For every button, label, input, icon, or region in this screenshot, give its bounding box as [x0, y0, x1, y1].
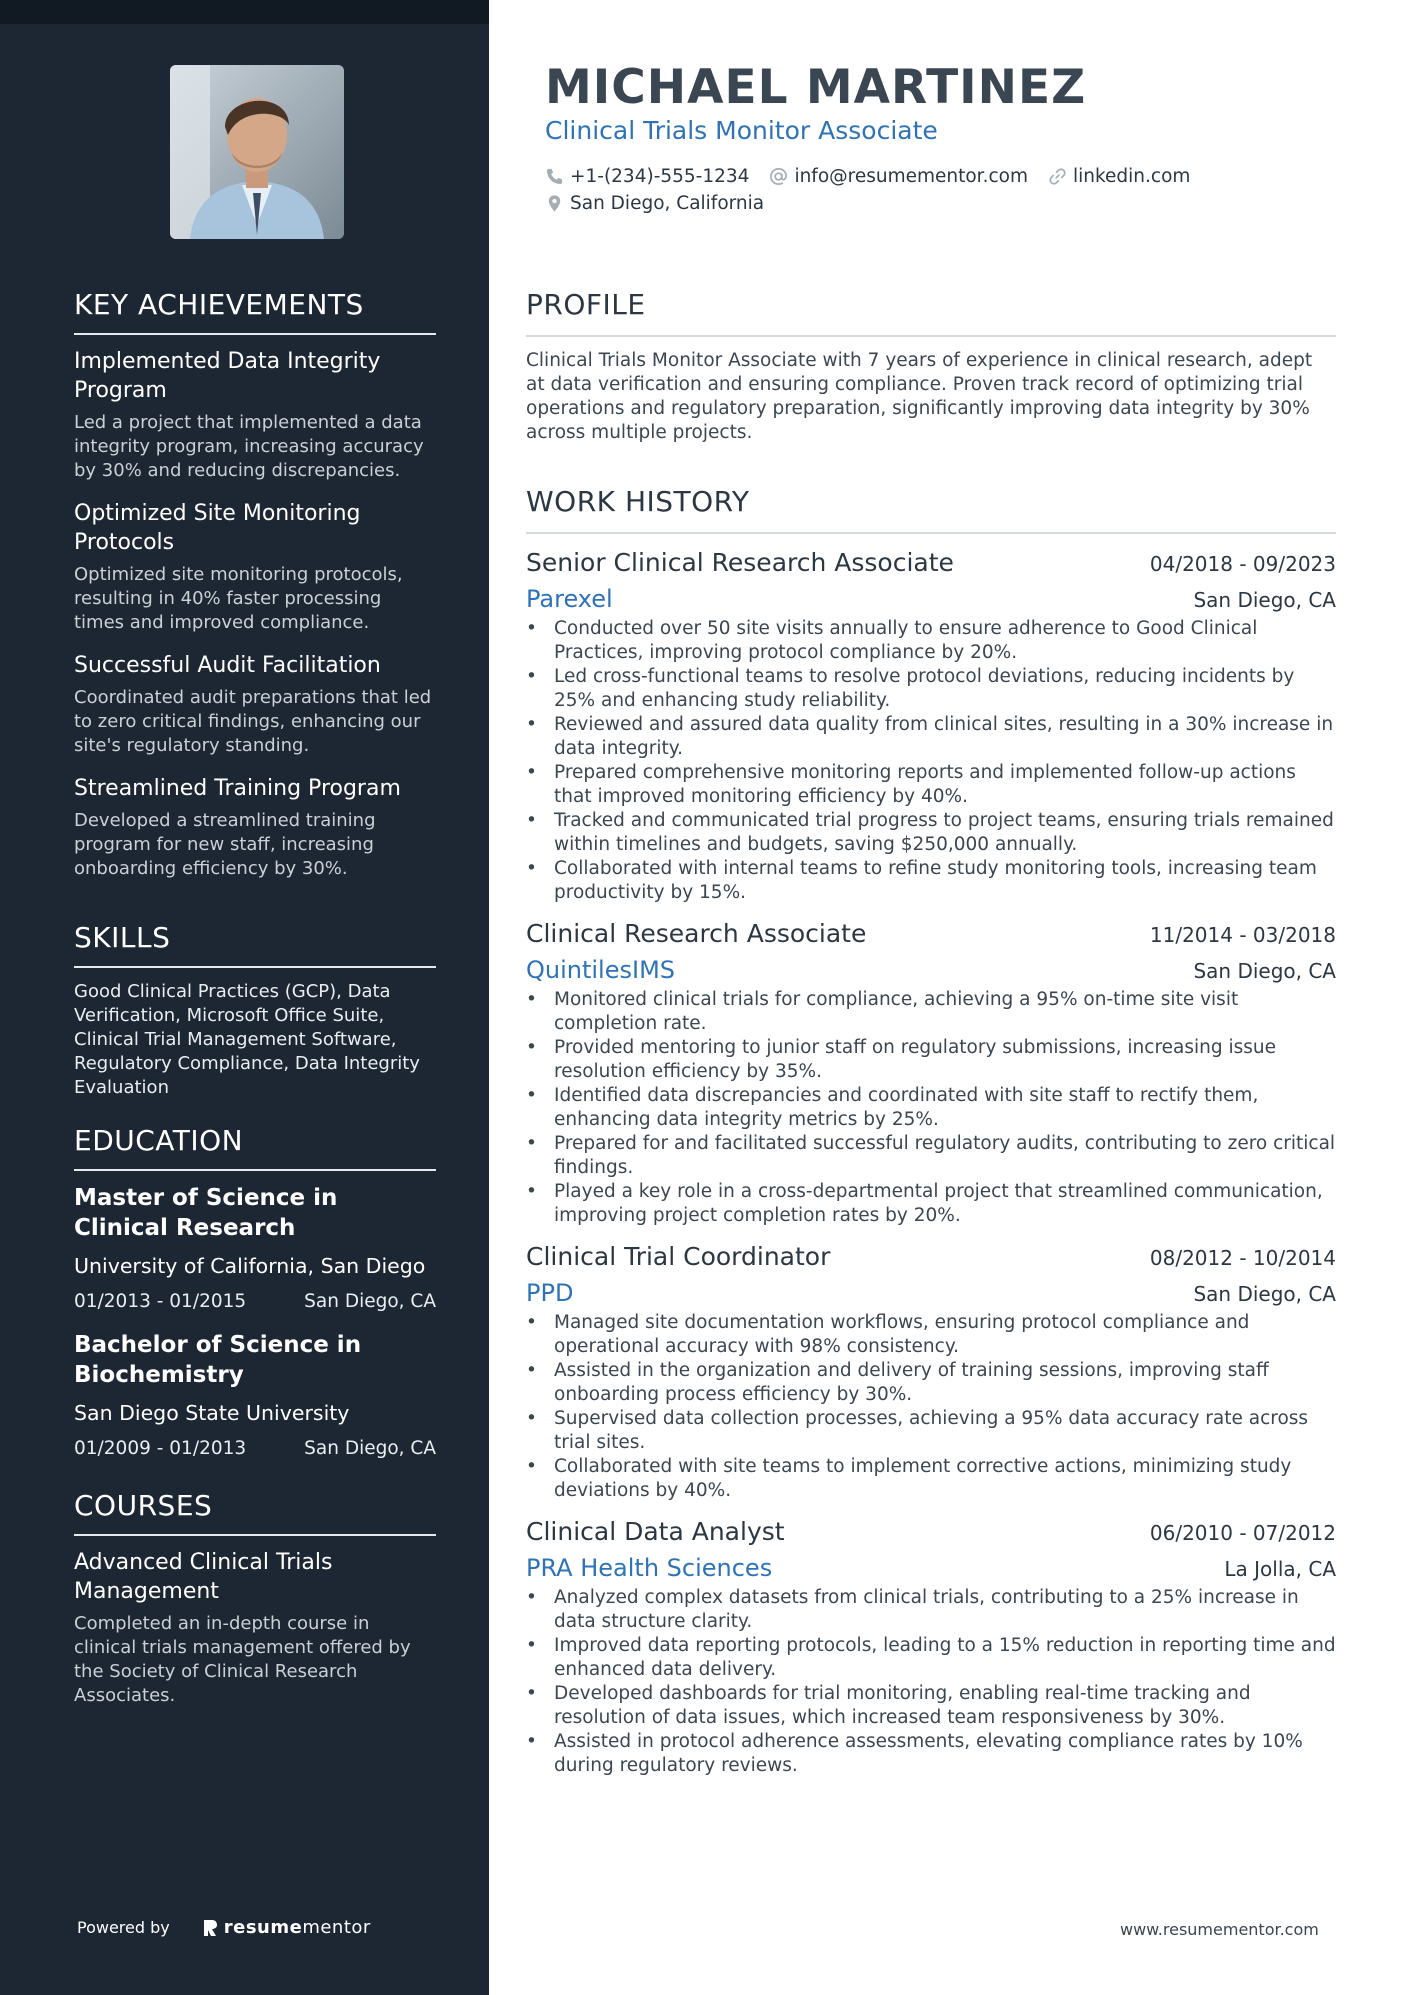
education-meta [74, 1291, 436, 1312]
achievement-description: Led a project that implemented a data integrity program, increasing accuracy by 30% and reducing discrepancies. [74, 412, 424, 481]
achievement-description: Optimized site monitoring protocols, resulting in 40% faster processing times and improved compliance. [74, 564, 403, 633]
education-item [74, 1183, 436, 1312]
job-bullet: • Monitored clinical trials for compliance, achieving a 95% on-time site visit completion rate. [526, 988, 1336, 1036]
sidebar [0, 0, 489, 1995]
job-bullet: • Collaborated with site teams to implement corrective actions, minimizing study deviations by 40%. [526, 1455, 1336, 1503]
job-company: PRA Health Sciences [526, 1554, 773, 1582]
job-entry [526, 1242, 1336, 1503]
phone-icon [545, 167, 564, 186]
job-entry [526, 919, 1336, 1228]
job-role: Clinical Research Associate [526, 919, 867, 948]
job-subheader [526, 1279, 1336, 1307]
job-bullet: • Conducted over 50 site visits annually to ensure adherence to Good Clinical Practices, improving protocol compliance by 20%. [526, 617, 1336, 665]
job-header [526, 1517, 1336, 1546]
job-bullet: • Improved data reporting protocols, leading to a 15% reduction in reporting time and enhanced data delivery. [526, 1634, 1336, 1682]
work-history-heading: WORK HISTORY [526, 485, 1336, 534]
job-bullets [526, 1586, 1336, 1778]
course-item [74, 1548, 436, 1708]
brand-logo[interactable] [202, 1917, 371, 1938]
job-company: QuintilesIMS [526, 956, 676, 984]
achievement-title: Implemented Data Integrity Program [74, 349, 381, 403]
achievements-heading: KEY ACHIEVEMENTS [74, 288, 436, 335]
job-bullets [526, 1311, 1336, 1503]
job-subheader [526, 585, 1336, 613]
job-bullet: • Tracked and communicated trial progress to project teams, ensuring trials remained within timelines and budgets, saving $250,000 annually. [526, 809, 1336, 857]
skills-heading: SKILLS [74, 921, 436, 968]
course-title: Advanced Clinical Trials Management [74, 1550, 333, 1604]
education-school: San Diego State University [74, 1401, 350, 1425]
brand-name-bold: resume [223, 1917, 303, 1938]
job-dates: 08/2012 - 10/2014 [1149, 1246, 1336, 1270]
education-location: San Diego, CA [304, 1438, 436, 1459]
education-heading: EDUCATION [74, 1124, 436, 1171]
job-company: PPD [526, 1279, 574, 1307]
footer-url[interactable]: www.resumementor.com [1120, 1920, 1319, 1939]
linkedin-text: linkedin.com [1072, 166, 1191, 187]
job-bullet: • Reviewed and assured data quality from clinical sites, resulting in a 30% increase in data integrity. [526, 713, 1336, 761]
job-bullet: • Provided mentoring to junior staff on regulatory submissions, increasing issue resolution efficiency by 35%. [526, 1036, 1336, 1084]
job-location: La Jolla, CA [1224, 1557, 1336, 1581]
job-bullets [526, 617, 1336, 905]
job-location: San Diego, CA [1193, 1282, 1336, 1306]
education-meta [74, 1438, 436, 1459]
job-bullet: • Prepared for and facilitated successful regulatory audits, contributing to zero critical findings. [526, 1132, 1336, 1180]
contact-row [545, 190, 1210, 217]
brand-name-rest: mentor [302, 1917, 371, 1938]
education-school: University of California, San Diego [74, 1254, 426, 1278]
achievement-item [74, 347, 436, 483]
contact-row [545, 163, 1210, 190]
contact-email[interactable] [769, 166, 1028, 187]
education-location: San Diego, CA [304, 1291, 436, 1312]
achievement-item [74, 499, 436, 635]
achievement-description: Coordinated audit preparations that led to zero critical findings, enhancing our site's regulatory standing. [74, 687, 432, 756]
job-header [526, 919, 1336, 948]
contact-phone[interactable] [545, 166, 749, 187]
job-bullet: • Assisted in protocol adherence assessments, elevating compliance rates by 10% during regulatory reviews. [526, 1730, 1336, 1778]
phone-text: +1-(234)-555-1234 [570, 166, 750, 187]
job-subheader [526, 956, 1336, 984]
achievement-item [74, 774, 436, 881]
job-dates: 11/2014 - 03/2018 [1149, 923, 1336, 947]
job-dates: 06/2010 - 07/2012 [1149, 1521, 1336, 1545]
job-bullet: • Collaborated with internal teams to refine study monitoring tools, increasing team productivity by 15%. [526, 857, 1336, 905]
job-dates: 04/2018 - 09/2023 [1149, 552, 1336, 576]
resumementor-logo-icon [202, 1919, 218, 1937]
job-entry [526, 1517, 1336, 1778]
job-location: San Diego, CA [1193, 588, 1336, 612]
job-role: Senior Clinical Research Associate [526, 548, 954, 577]
course-description: Completed an in-depth course in clinical trials management offered by the Society of Clinical Research Associates. [74, 1613, 411, 1706]
sidebar-content [74, 288, 436, 1724]
profile-section [526, 288, 1336, 445]
location-text: San Diego, California [570, 193, 765, 214]
powered-by-label: Powered by [77, 1918, 170, 1937]
achievement-description: Developed a streamlined training program for new staff, increasing onboarding efficiency by 30%. [74, 810, 376, 879]
candidate-title: Clinical Trials Monitor Associate [545, 116, 938, 145]
email-text: info@resumementor.com [794, 166, 1028, 187]
job-role: Clinical Data Analyst [526, 1517, 785, 1546]
sidebar-top-strip [0, 0, 489, 24]
profile-photo [170, 65, 344, 239]
powered-by [77, 1917, 371, 1938]
at-sign-icon [769, 167, 788, 186]
job-bullet: • Identified data discrepancies and coordinated with site staff to rectify them, enhancing data integrity metrics by 25%. [526, 1084, 1336, 1132]
job-bullet: • Developed dashboards for trial monitoring, enabling real-time tracking and resolution of data issues, which increased team responsiveness by 30%. [526, 1682, 1336, 1730]
achievement-title: Streamlined Training Program [74, 776, 401, 801]
contact-location [545, 193, 764, 214]
education-item [74, 1330, 436, 1459]
job-bullets [526, 988, 1336, 1228]
portrait-image [170, 65, 344, 239]
contact-info [545, 163, 1210, 217]
job-company: Parexel [526, 585, 613, 613]
job-entry [526, 548, 1336, 905]
work-history-section [526, 485, 1336, 1778]
job-role: Clinical Trial Coordinator [526, 1242, 831, 1271]
candidate-name: MICHAEL MARTINEZ [545, 60, 1087, 115]
skills-text: Good Clinical Practices (GCP), Data Verification, Microsoft Office Suite, Clinical Trial Management Software, Regulatory Compliance, Data Integrity Evaluation [74, 981, 420, 1098]
achievement-title: Successful Audit Facilitation [74, 653, 381, 678]
education-degree: Master of Science in Clinical Research [74, 1185, 338, 1241]
education-dates: 01/2009 - 01/2013 [74, 1438, 247, 1459]
education-dates: 01/2013 - 01/2015 [74, 1291, 247, 1312]
courses-heading: COURSES [74, 1489, 436, 1536]
job-bullet: • Analyzed complex datasets from clinical trials, contributing to a 25% increase in data structure clarity. [526, 1586, 1336, 1634]
achievement-title: Optimized Site Monitoring Protocols [74, 501, 361, 555]
link-icon [1048, 167, 1067, 186]
contact-linkedin[interactable] [1048, 166, 1190, 187]
achievements-list [74, 347, 436, 881]
job-header [526, 1242, 1336, 1271]
job-header [526, 548, 1336, 577]
job-subheader [526, 1554, 1336, 1582]
job-bullet: • Assisted in the organization and delivery of training sessions, improving staff onboarding process efficiency by 30%. [526, 1359, 1336, 1407]
location-pin-icon [545, 194, 564, 213]
job-bullet: • Played a key role in a cross-departmental project that streamlined communication, improving project completion rates by 20%. [526, 1180, 1336, 1228]
job-bullet: • Managed site documentation workflows, ensuring protocol compliance and operational accuracy with 98% consistency. [526, 1311, 1336, 1359]
profile-heading: PROFILE [526, 288, 1336, 337]
profile-text: Clinical Trials Monitor Associate with 7 years of experience in clinical research, adept at data verification and ensuring compliance. Proven track record of optimizing trial operations and regulatory preparation, significantly improving data integrity by 30% across multiple projects. [526, 350, 1313, 443]
education-degree: Bachelor of Science in Biochemistry [74, 1332, 362, 1388]
achievement-item [74, 651, 436, 758]
job-bullet: • Supervised data collection processes, achieving a 95% data accuracy rate across trial sites. [526, 1407, 1336, 1455]
job-location: San Diego, CA [1193, 959, 1336, 983]
job-bullet: • Led cross-functional teams to resolve protocol deviations, reducing incidents by 25% and enhancing study reliability. [526, 665, 1336, 713]
job-bullet: • Prepared comprehensive monitoring reports and implemented follow-up actions that improved monitoring efficiency by 40%. [526, 761, 1336, 809]
